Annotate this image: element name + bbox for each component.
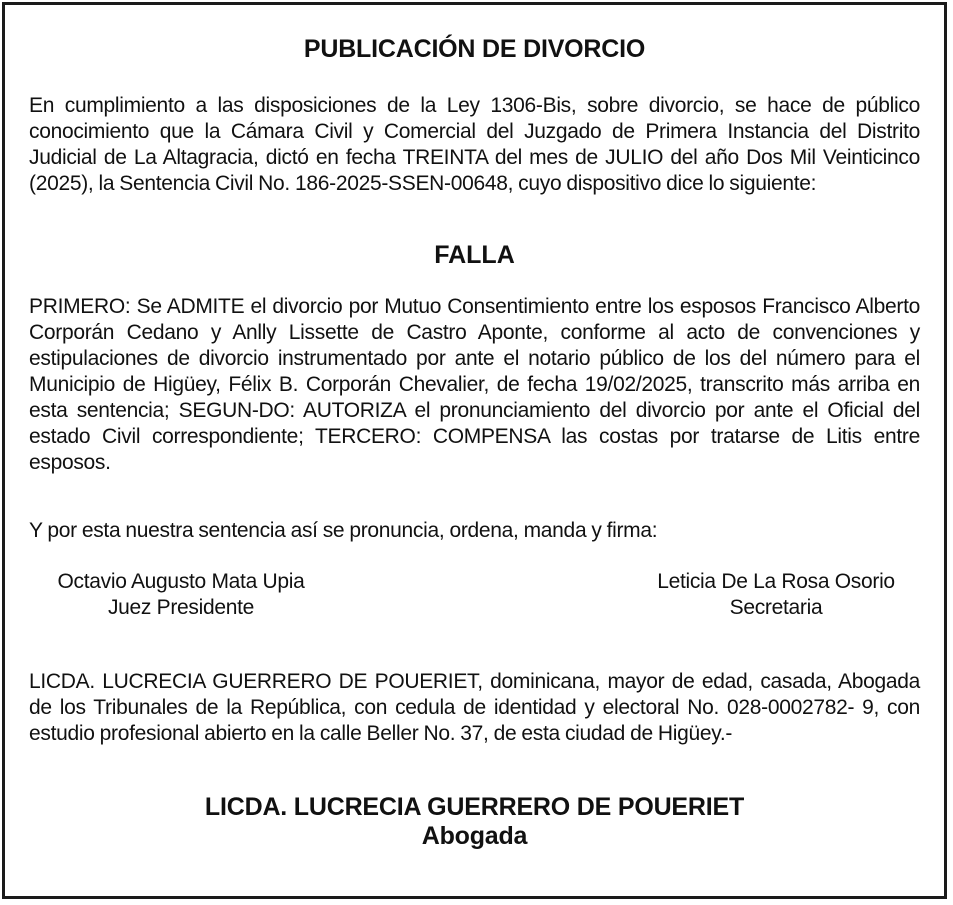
ruling-paragraph: PRIMERO: Se ADMITE el divorcio por Mutuo Consentimiento entre los esposos Francisco Alberto Corporán Cedano y Anlly Lissette de Castro Aponte, conforme al acto de convenciones y estipulaciones de divorcio instrumentado por ante el notario público de los del número para el Municipio de Higüey, Félix B. Corporán Chevalier, de fecha 19/02/2025, transcrito más arriba en esta sentencia; SEGUN-DO: AUTORIZA el pronunciamiento del divorcio por ante el Oficial del estado Civil correspondiente; TERCERO: COMPENSA las costas por tratarse de Litis entre esposos. xyxy=(29,295,920,474)
signature-judge xyxy=(29,569,333,621)
lawyer-paragraph: LICDA. LUCRECIA GUERRERO DE POUERIET, dominicana, mayor de edad, casada, Abogada de los Tribunales de la República, con cedula de identidad y electoral No. 028-0002782- 9, con estudio profesional abierto en la calle Beller No. 37, de esta ciudad de Higüey.- xyxy=(29,670,920,745)
signature-secretary xyxy=(624,569,928,621)
signature-name: Octavio Augusto Mata Upia xyxy=(57,570,305,593)
footer-signature xyxy=(5,793,944,851)
closing-paragraph: Y por esta nuestra sentencia así se pronuncia, ordena, manda y firma: xyxy=(29,519,658,542)
notice-frame xyxy=(2,2,947,899)
intro-paragraph: En cumplimiento a las disposiciones de la Ley 1306-Bis, sobre divorcio, se hace de público conocimiento que la Cámara Civil y Comercial del Juzgado de Primera Instancia del Distrito Judicial de La Altagracia, dictó en fecha TREINTA del mes de JULIO del año Dos Mil Veinticinco (2025), la Sentencia Civil No. 186-2025-SSEN-00648, cuyo dispositivo dice lo siguiente: xyxy=(29,94,920,195)
signature-role: Secretaria xyxy=(729,596,823,619)
notice-title: PUBLICACIÓN DE DIVORCIO xyxy=(303,35,646,63)
signature-name: Leticia De La Rosa Osorio xyxy=(657,570,895,593)
footer-name: LICDA. LUCRECIA GUERRERO DE POUERIET xyxy=(204,793,745,821)
signature-role: Juez Presidente xyxy=(107,596,255,619)
falla-heading: FALLA xyxy=(434,241,515,269)
footer-role: Abogada xyxy=(421,822,528,850)
